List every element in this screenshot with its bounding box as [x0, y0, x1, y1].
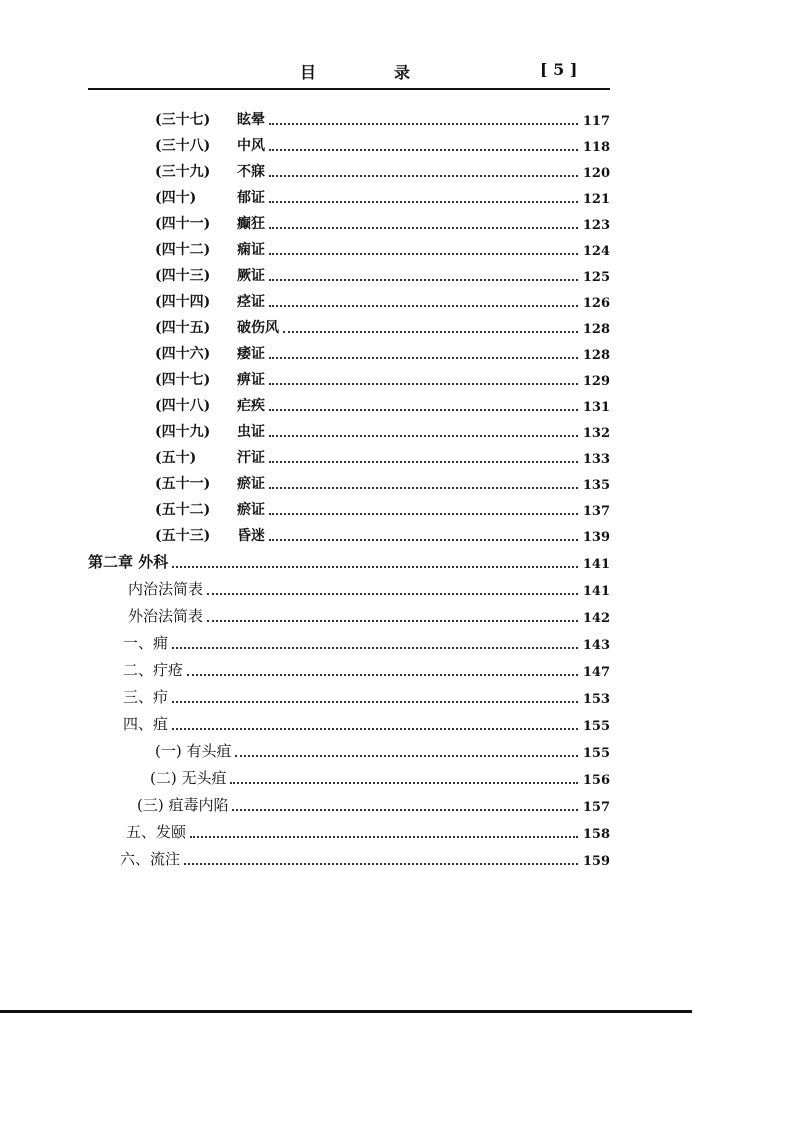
toc-entry [155, 339, 610, 363]
toc-section [128, 602, 610, 626]
entry-title: 痉证 [237, 294, 265, 310]
entry-title: 疟疾 [237, 398, 265, 414]
leader-dots [190, 835, 578, 838]
leader-dots [269, 538, 578, 541]
leader-dots [184, 862, 578, 865]
section-title: 五、发颐 [126, 823, 187, 841]
leader-dots [269, 460, 578, 463]
entry-title: 眩晕 [237, 112, 265, 128]
entry-page: 128 [582, 322, 610, 337]
leader-dots [269, 382, 578, 385]
toc-entry [155, 287, 610, 311]
entry-number: (四十) [155, 190, 197, 206]
entry-number: (三十九) [155, 164, 211, 180]
section-page: 157 [582, 800, 610, 815]
section-page: 141 [582, 584, 610, 599]
section-title: 三、疖 [123, 688, 169, 706]
section-title: 内治法简表 [128, 580, 204, 598]
toc-entry [155, 105, 610, 129]
entry-page: 131 [582, 400, 610, 415]
leader-dots [269, 304, 578, 307]
leader-dots [269, 252, 578, 255]
entry-page: 121 [582, 192, 610, 207]
toc-section [128, 575, 610, 599]
toc-entry [155, 209, 610, 233]
entry-page: 120 [582, 166, 610, 181]
leader-dots [172, 646, 578, 649]
entry-title: 昏迷 [237, 528, 265, 544]
entry-title: 瘀证 [237, 476, 265, 492]
chapter-heading [88, 548, 610, 572]
section-title: 四、疽 [123, 715, 169, 733]
toc-section [126, 818, 610, 842]
toc-entry [155, 131, 610, 155]
leader-dots [172, 565, 578, 568]
leader-dots [269, 278, 578, 281]
toc-entry [155, 365, 610, 389]
entry-title: 郁证 [237, 190, 265, 206]
toc-entry [155, 521, 610, 545]
entry-title: 破伤风 [237, 320, 279, 336]
toc-section [123, 629, 610, 653]
leader-dots [283, 330, 578, 333]
section-page: 155 [582, 719, 610, 734]
entry-number: (五十) [155, 450, 197, 466]
entry-title: 厥证 [237, 268, 265, 284]
subsection-title: (二) 无头疽 [150, 769, 227, 787]
entry-title: 瘀证 [237, 502, 265, 518]
entry-page: 124 [582, 244, 610, 259]
entry-number: (三十七) [155, 112, 211, 128]
entry-page: 125 [582, 270, 610, 285]
toc-section [123, 683, 610, 707]
leader-dots [269, 200, 578, 203]
header-title-left: 目 [300, 63, 317, 82]
toc-entry [155, 417, 610, 441]
entry-number: (五十一) [155, 476, 211, 492]
section-title: 外治法简表 [128, 607, 204, 625]
entry-page: 133 [582, 452, 610, 467]
toc-subsection [137, 791, 610, 815]
leader-dots [269, 356, 578, 359]
leader-dots [269, 434, 578, 437]
entry-number: (四十九) [155, 424, 211, 440]
entry-number: (四十六) [155, 346, 211, 362]
entry-title: 痿证 [237, 346, 265, 362]
entry-page: 129 [582, 374, 610, 389]
entry-number: (五十二) [155, 502, 211, 518]
entry-title: 痹证 [237, 372, 265, 388]
subsection-title: (一) 有头疽 [155, 742, 232, 760]
entry-page: 132 [582, 426, 610, 441]
section-title: 二、疔疮 [123, 661, 184, 679]
toc-subsection [150, 764, 610, 788]
section-page: 158 [582, 827, 610, 842]
toc-entry [155, 495, 610, 519]
entry-number: (四十三) [155, 268, 211, 284]
leader-dots [207, 592, 578, 595]
entry-number: (四十一) [155, 216, 211, 232]
header-rule [88, 88, 610, 90]
page-header-title [300, 60, 410, 83]
entry-page: 118 [582, 140, 610, 155]
entry-number: (五十三) [155, 528, 211, 544]
leader-dots [230, 781, 578, 784]
leader-dots [207, 619, 578, 622]
leader-dots [269, 486, 578, 489]
chapter-page: 141 [582, 557, 610, 572]
bottom-rule [0, 1010, 692, 1013]
entry-number: (四十八) [155, 398, 211, 414]
entry-page: 137 [582, 504, 610, 519]
section-page: 153 [582, 692, 610, 707]
entry-title: 不寐 [237, 164, 265, 180]
toc-entry [155, 313, 610, 337]
toc-entry [155, 157, 610, 181]
entry-title: 虫证 [237, 424, 265, 440]
toc-section [123, 656, 610, 680]
section-title: 一、痈 [123, 634, 169, 652]
section-page: 142 [582, 611, 610, 626]
chapter-title: 第二章 外科 [88, 553, 169, 571]
leader-dots [269, 148, 578, 151]
section-title: 六、流注 [120, 850, 181, 868]
entry-number: (三十八) [155, 138, 211, 154]
toc-entry [155, 235, 610, 259]
header-page-number: [ 5 ] [540, 60, 578, 79]
entry-page: 139 [582, 530, 610, 545]
leader-dots [187, 673, 578, 676]
header-title-right: 录 [393, 63, 410, 82]
toc-entry [155, 391, 610, 415]
entry-number: (四十二) [155, 242, 211, 258]
entry-title: 中风 [237, 138, 265, 154]
leader-dots [269, 174, 578, 177]
leader-dots [235, 754, 578, 757]
leader-dots [269, 512, 578, 515]
toc-entry [155, 469, 610, 493]
entry-number: (四十七) [155, 372, 211, 388]
section-page: 143 [582, 638, 610, 653]
subsection-title: (三) 疽毒内陷 [137, 796, 229, 814]
section-page: 156 [582, 773, 610, 788]
toc-section [123, 710, 610, 734]
leader-dots [269, 408, 578, 411]
entry-page: 126 [582, 296, 610, 311]
section-page: 155 [582, 746, 610, 761]
entry-page: 117 [582, 114, 610, 129]
entry-title: 痫证 [237, 242, 265, 258]
entry-number: (四十四) [155, 294, 211, 310]
entry-title: 癫狂 [237, 216, 265, 232]
section-page: 147 [582, 665, 610, 680]
toc-entry [155, 261, 610, 285]
leader-dots [172, 700, 578, 703]
leader-dots [269, 226, 578, 229]
toc-entry [155, 183, 610, 207]
leader-dots [232, 808, 578, 811]
leader-dots [269, 122, 578, 125]
toc-entry [155, 443, 610, 467]
entry-page: 123 [582, 218, 610, 233]
toc-subsection [155, 737, 610, 761]
toc-section [120, 845, 610, 869]
section-page: 159 [582, 854, 610, 869]
leader-dots [172, 727, 578, 730]
entry-page: 135 [582, 478, 610, 493]
entry-number: (四十五) [155, 320, 211, 336]
entry-title: 汗证 [237, 450, 265, 466]
entry-page: 128 [582, 348, 610, 363]
